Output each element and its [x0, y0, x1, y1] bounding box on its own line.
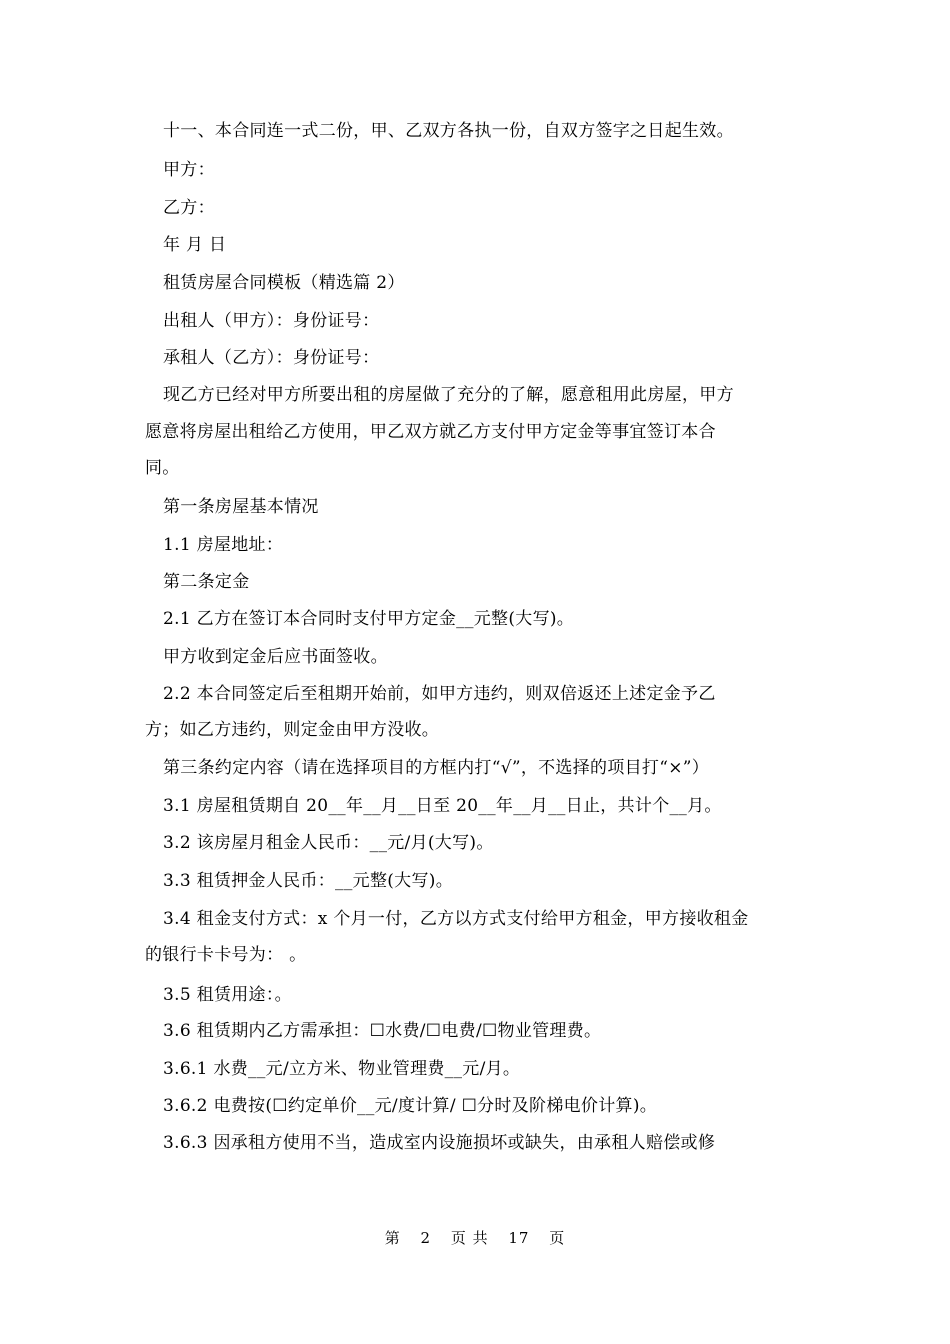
page-footer [0, 1228, 950, 1248]
clause-1-1: 1.1 房屋地址： [163, 535, 284, 555]
footer-total-pages: 17 [508, 1229, 530, 1247]
article-two-heading: 第二条定金 [163, 572, 250, 592]
clause-3-5: 3.5 租赁用途：。 [163, 985, 292, 1005]
footer-current-page: 2 [420, 1229, 432, 1247]
footer-suffix: 页 [549, 1229, 566, 1247]
clause-3-6-3: 3.6.3 因承租方使用不当，造成室内设施损坏或缺失，由承租人赔偿或修 [163, 1133, 716, 1153]
clause-eleven: 十一、本合同连一式二份，甲、乙双方各执一份，自双方签字之日起生效。 [163, 121, 734, 141]
footer-prefix: 第 [384, 1229, 401, 1247]
article-one-heading: 第一条房屋基本情况 [163, 497, 319, 517]
clause-3-6-2: 3.6.2 电费按(☐约定单价__元/度计算/ ☐分时及阶梯电价计算)。 [163, 1096, 658, 1116]
clause-3-6-1: 3.6.1 水费__元/立方米、物业管理费__元/月。 [163, 1059, 521, 1079]
clause-3-6: 3.6 租赁期内乙方需承担：☐水费/☐电费/☐物业管理费。 [163, 1021, 602, 1041]
party-b-signature: 乙方： [163, 198, 215, 218]
preamble-line-1: 现乙方已经对甲方所要出租的房屋做了充分的了解，愿意租用此房屋，甲方 [163, 385, 734, 405]
deposit-receipt-line: 甲方收到定金后应书面签收。 [163, 647, 388, 667]
party-a-signature: 甲方： [163, 160, 215, 180]
article-three-heading: 第三条约定内容（请在选择项目的方框内打“√”，不选择的项目打“×”） [163, 758, 710, 778]
clause-3-4-line-2: 的银行卡卡号为： 。 [145, 945, 307, 965]
signature-date: 年 月 日 [163, 235, 227, 255]
clause-2-2-line-1: 2.2 本合同签定后至租期开始前，如甲方违约，则双倍返还上述定金予乙 [163, 684, 716, 704]
section-heading: 租赁房屋合同模板（精选篇 2） [163, 273, 405, 293]
clause-3-2: 3.2 该房屋月租金人民币：__元/月(大写)。 [163, 833, 494, 853]
lessee-line: 承租人（乙方）：身份证号： [163, 348, 380, 368]
preamble-line-3: 同。 [145, 458, 180, 478]
lessor-line: 出租人（甲方）：身份证号： [163, 311, 380, 331]
clause-2-2-line-2: 方；如乙方违约，则定金由甲方没收。 [145, 720, 440, 740]
clause-3-3: 3.3 租赁押金人民币：__元整(大写)。 [163, 871, 454, 891]
clause-2-1: 2.1 乙方在签订本合同时支付甲方定金__元整(大写)。 [163, 609, 575, 629]
footer-middle: 页 共 [450, 1229, 489, 1247]
clause-3-4-line-1: 3.4 租金支付方式：x 个月一付，乙方以方式支付给甲方租金，甲方接收租金 [163, 909, 749, 929]
clause-3-1: 3.1 房屋租赁期自 20__年__月__日至 20__年__月__日止，共计个__月。 [163, 796, 722, 816]
preamble-line-2: 愿意将房屋出租给乙方使用，甲乙双方就乙方支付甲方定金等事宜签订本合 [145, 422, 716, 442]
